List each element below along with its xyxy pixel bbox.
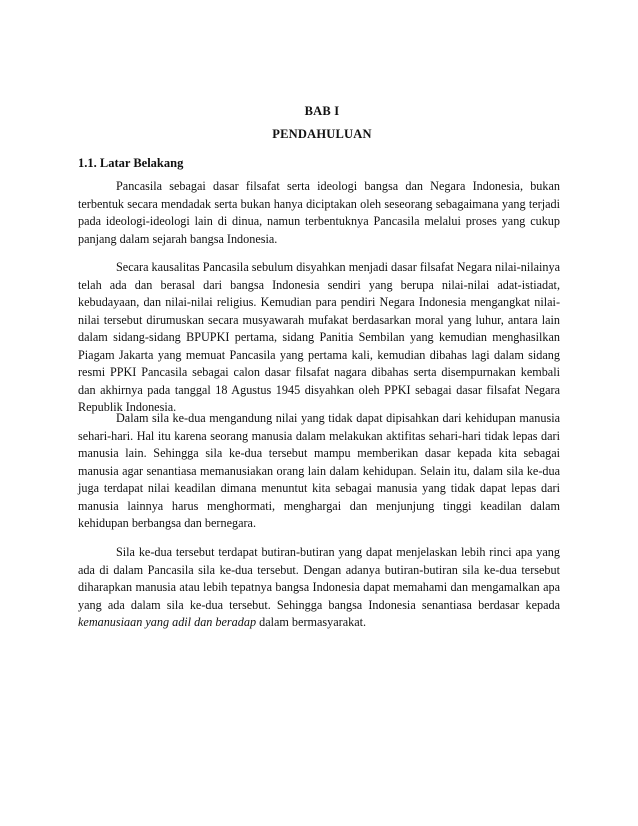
paragraph-3: Dalam sila ke-dua mengandung nilai yang tidak dapat dipisahkan dari kehidupan manusia sehari-hari. Hal itu karena seorang manusia dalam melakukan aktifitas sehari-hari tidak lepas dari manusia lain. Sehingga sila ke-dua tersebut mampu memberikan dasar kepada kita sebagai manusia agar senantiasa memanusiakan orang lain dalam kehidupan. Selain itu, dalam sila ke-dua juga terdapat nilai keadilan dimana menuntut kita sebagai manusia yang tidak dapat lepas dari manusia lainnya harus menghormati, menghargai dan menjunjung tinggi keadilan dalam kehidupan berbangsa dan bernegara. — [78, 411, 560, 530]
paragraph-1: Pancasila sebagai dasar filsafat serta ideologi bangsa dan Negara Indonesia, bukan terbentuk secara mendadak serta bukan hanya diciptakan oleh seseorang sebagaimana yang terjadi pada ideologi-ideologi lain di dinua, namun terbentuknya Pancasila melalui proses yang cukup panjang dalam sejarah bangsa Indonesia. — [78, 179, 560, 246]
paragraph-4-text-end: dalam bermasyarakat. — [256, 615, 367, 629]
chapter-title: PENDAHULUAN — [272, 127, 372, 141]
chapter-number: BAB I — [304, 104, 340, 118]
paragraph-4-italic-phrase: kemanusiaan yang adil dan beradap — [78, 615, 257, 629]
section-heading: 1.1. Latar Belakang — [78, 156, 184, 170]
paragraph-2: Secara kausalitas Pancasila sebulum disyahkan menjadi dasar filsafat Negara nilai-nilainya telah ada dan berasal dari bangsa Indonesia sendiri yang berupa nilai-nilai adat-istiadat, kebudayaan, dan nilai-nilai religius. Kemudian para pendiri Negara Indonesia mengangkat nilai-nilai tersebut dirumuskan secara musyawarah mufakat berdasarkan moral yang luhur, antara lain dalam sidang-sidang BPUPKI pertama, sidang Panitia Sembilan yang kemudian menghasilkan Piagam Jakarta yang memuat Pancasila yang pertama kali, kemudian dibahas lagi dalam sidang resmi PPKI Pancasila sebagai calon dasar filsafat nagara dibahas serta disempurnakan kembali dan akhirnya pada tanggal 18 Agustus 1945 disyahkan oleh PPKI sebagai dasar filsafat Negara Republik Indonesia. — [78, 260, 560, 414]
paragraph-4 — [78, 544, 560, 632]
paragraph-4-text-start: Sila ke-dua tersebut terdapat butiran-butiran yang dapat menjelaskan lebih rinci apa yang ada di dalam Pancasila sila ke-dua tersebut. Dengan adanya butiran-butiran sila ke-dua tersebut diharapkan manusia atau lebih tepatnya bangsa Indonesia dapat memahami dan mengamalkan apa yang ada dalam sila ke-dua tersebut. Sehingga bangsa Indonesia senantiasa berdasar kepada — [78, 545, 560, 612]
